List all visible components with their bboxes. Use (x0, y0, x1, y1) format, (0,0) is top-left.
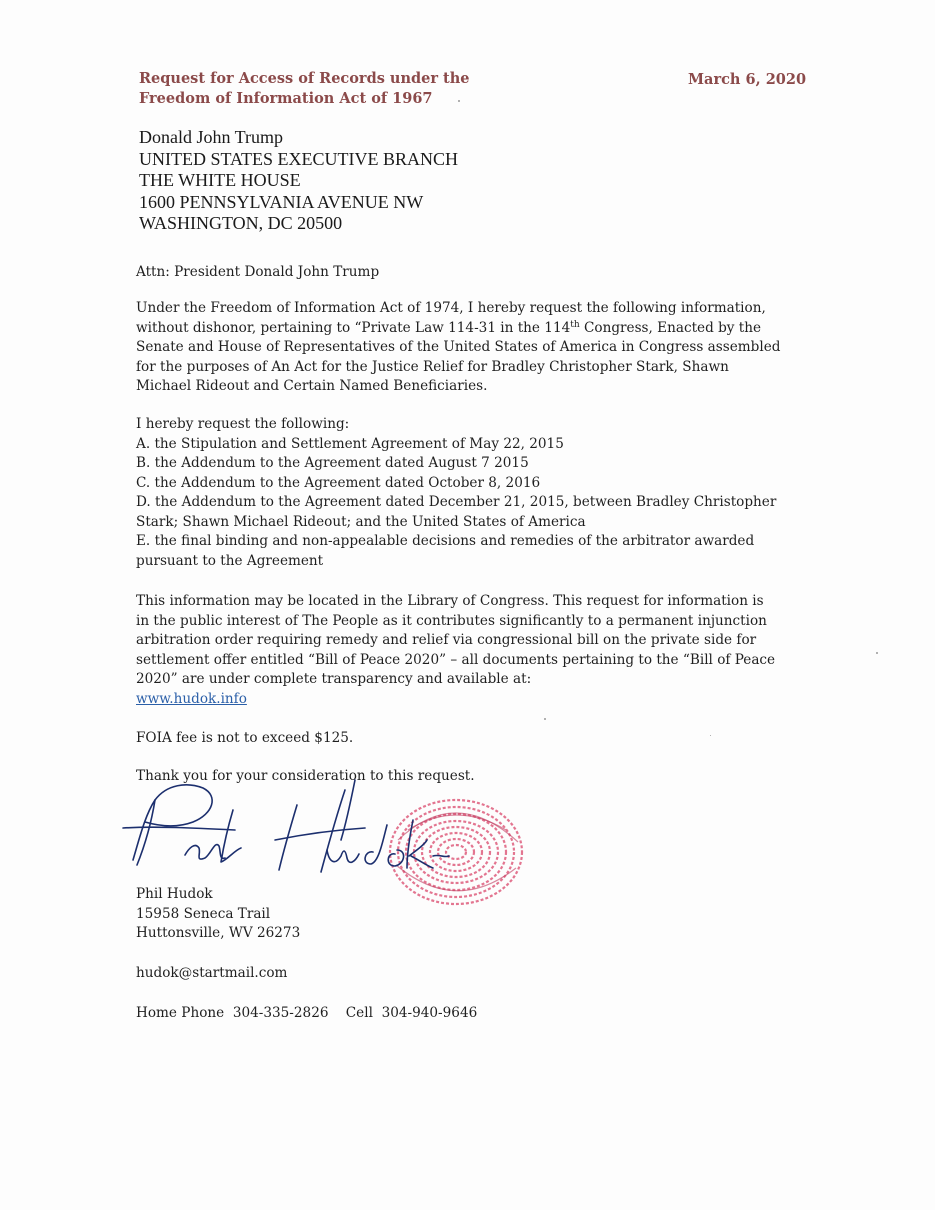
heading-line-1: Request for Access of Records under the (139, 70, 470, 87)
fee-line: FOIA fee is not to exceed $125. (136, 730, 354, 746)
intro-line: Senate and House of Representatives of the United States of America in Congress assembled (136, 339, 781, 355)
request-list (136, 415, 776, 571)
sender-street: 15958 Seneca Trail (136, 905, 271, 922)
intro-superscript: th (570, 319, 580, 330)
heading-line-2: Freedom of Information Act of 1967 (139, 90, 433, 107)
location-line: in the public interest of The People as it contributes significantly to a permanent injunction (136, 612, 767, 629)
request-item: D. the Addendum to the Agreement dated December 21, 2015, between Bradley Christopher (136, 494, 777, 510)
scan-speck (710, 735, 711, 736)
request-lead: I hereby request the following: (136, 416, 350, 432)
request-item: A. the Stipulation and Settlement Agreement of May 22, 2015 (136, 435, 564, 452)
website-link[interactable]: www.hudok.info (136, 690, 247, 707)
scan-speck (458, 100, 460, 102)
scan-speck (544, 718, 546, 720)
intro-line: for the purposes of An Act for the Justice Relief for Bradley Christopher Stark, Shawn (136, 358, 729, 375)
request-item-continued: Stark; Shawn Michael Rideout; and the United States of America (136, 513, 586, 530)
scan-speck (876, 652, 878, 654)
request-item-continued: pursuant to the Agreement (136, 552, 324, 569)
intro-line (136, 319, 780, 339)
location-line: This information may be located in the Library of Congress. This request for information is (136, 593, 764, 609)
intro-line-2a: without dishonor, pertaining to “Private Law 114-31 in the 114 (136, 319, 571, 336)
recipient-building: THE WHITE HOUSE (139, 170, 301, 191)
sender-name: Phil Hudok (136, 886, 213, 902)
recipient-address (139, 127, 458, 235)
intro-paragraph (136, 299, 780, 397)
sender-block (136, 885, 300, 944)
recipient-name: Donald John Trump (139, 127, 284, 147)
request-item: B. the Addendum to the Agreement dated August 7 2015 (136, 455, 529, 471)
attn-line: Attn: President Donald John Trump (136, 264, 380, 280)
sender-phones: Home Phone 304-335-2826 Cell 304-940-9646 (136, 1005, 478, 1021)
recipient-branch: UNITED STATES EXECUTIVE BRANCH (139, 148, 459, 169)
letter-date: March 6, 2020 (688, 71, 807, 88)
location-line: arbitration order requiring remedy and relief via congressional bill on the private side for (136, 632, 757, 648)
intro-line-2b: Congress, Enacted by the (579, 319, 762, 336)
sender-city: Huttonsville, WV 26273 (136, 925, 301, 941)
request-item: E. the final binding and non-appealable decisions and remedies of the arbitrator awarded (136, 533, 755, 549)
recipient-city: WASHINGTON, DC 20500 (139, 213, 343, 234)
recipient-street: 1600 PENNSYLVANIA AVENUE NW (139, 191, 424, 212)
location-paragraph (136, 592, 775, 709)
intro-line: Under the Freedom of Information Act of 1974, I hereby request the following information, (136, 300, 766, 316)
letter-heading (139, 69, 539, 109)
location-line: settlement offer entitled “Bill of Peace 2020” – all documents pertaining to the “Bill of Peace (136, 651, 776, 668)
thanks-line: Thank you for your consideration to this request. (136, 768, 475, 784)
request-item: C. the Addendum to the Agreement dated October 8, 2016 (136, 474, 541, 491)
sender-email: hudok@startmail.com (136, 965, 288, 981)
location-line: 2020” are under complete transparency and available at: (136, 671, 532, 687)
intro-line: Michael Rideout and Certain Named Beneficiaries. (136, 378, 488, 394)
